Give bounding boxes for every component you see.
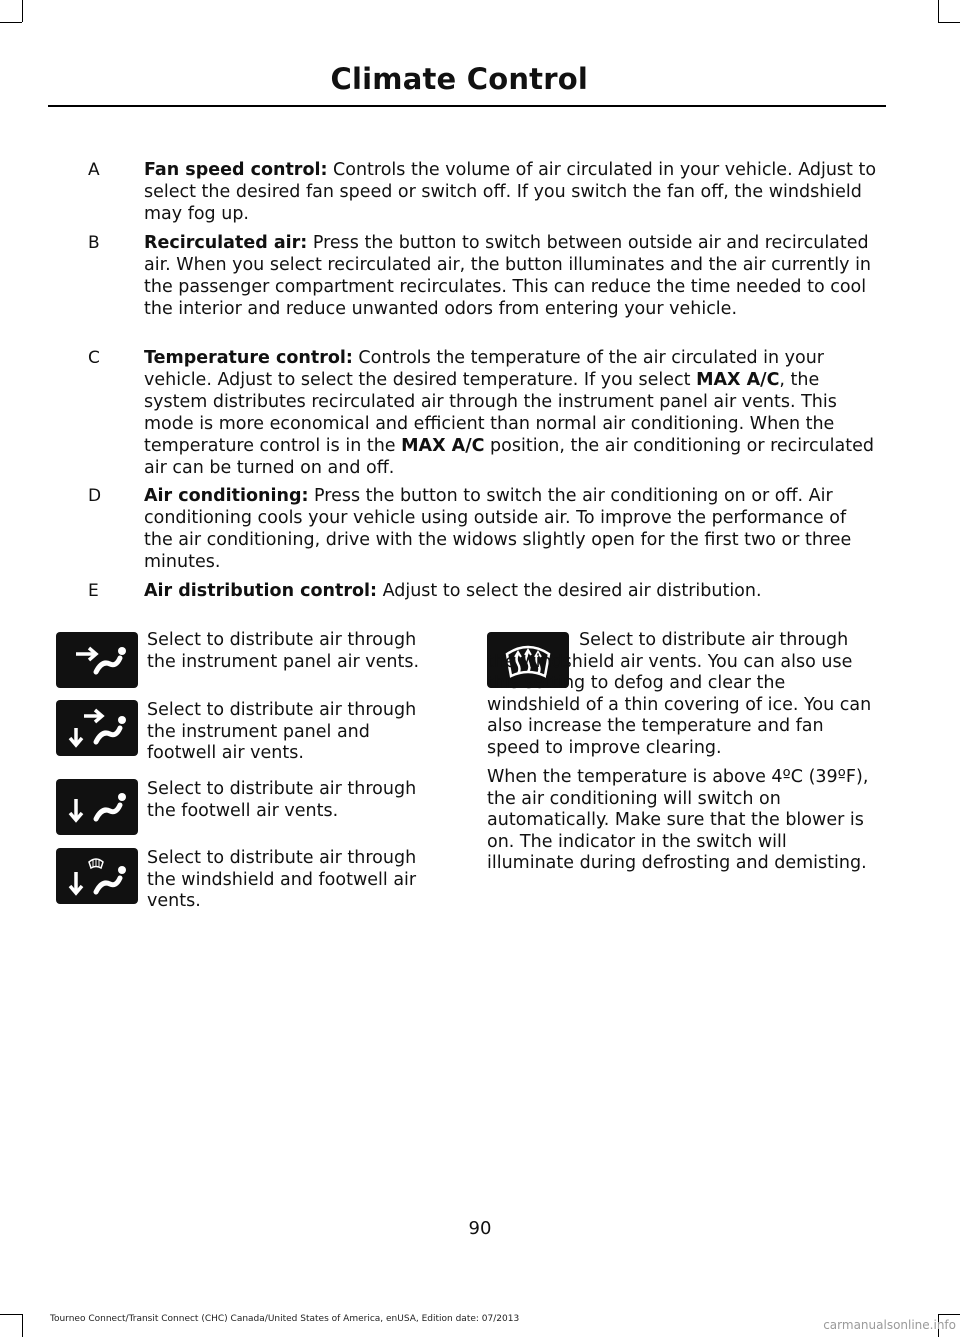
item-description: position, the air conditioning or recirculated air can be turned on and off.: [144, 436, 875, 478]
item-description: , the system distributes recirculated air through the instrument panel air vents. This mode is more economical and efficient than normal air conditioning. When the temperature control is in the: [144, 370, 837, 456]
item-text: [144, 580, 878, 602]
max-ac-label: MAX A/C: [696, 370, 780, 390]
crop-mark: [22, 1314, 23, 1337]
item-temperature-control: [88, 347, 878, 479]
item-air-conditioning: [88, 485, 878, 573]
item-air-distribution: [88, 580, 878, 602]
defrost-description: [487, 630, 879, 759]
item-recirculated-air: [88, 232, 878, 320]
crop-mark: [938, 0, 939, 22]
defrost-note: When the temperature is above 4ºC (39ºF), the air conditioning will switch on automatically. Make sure that the blower is on. The indicator in the switch will illuminate during defrosting and demisting.: [487, 767, 869, 873]
item-description: Adjust to select the desired air distribution.: [377, 581, 762, 601]
page-number: 90: [468, 1218, 492, 1239]
mode-description: Select to distribute air through the windshield and footwell air vents.: [147, 848, 417, 911]
panel-footwell-icon: [56, 700, 138, 756]
defrost-text: Select to distribute air through the windshield air vents. You can also use this setting to defog and clear the windshield of a thin covering of ice. You can also increase the temperature and fan speed to improve clearing.: [487, 630, 872, 758]
item-text: [144, 347, 878, 479]
crop-mark: [0, 1314, 22, 1315]
windshield-footwell-icon: [56, 848, 138, 904]
item-letter: B: [88, 233, 100, 253]
header-divider: [48, 105, 886, 107]
item-description: Controls the temperature of the air circulated in your vehicle. Adjust to select the desired temperature. If you select: [144, 348, 825, 390]
item-label: Recirculated air:: [144, 233, 308, 253]
item-letter: D: [88, 486, 102, 506]
crop-mark: [22, 0, 23, 22]
item-text: [144, 159, 878, 225]
footer-edition: Tourneo Connect/Transit Connect (CHC) Canada/United States of America, enUSA, Edition date: 07/2013: [50, 1314, 520, 1324]
panel-vent-icon: [56, 632, 138, 688]
item-text: [144, 485, 878, 573]
watermark: carmanualsonline.info: [823, 1318, 956, 1332]
crop-mark: [938, 1314, 960, 1315]
item-description: Controls the volume of air circulated in your vehicle. Adjust to select the desired fan speed or switch off. If you switch the fan off, the windshield may fog up.: [144, 160, 877, 224]
crop-mark: [0, 22, 22, 23]
item-fan-speed: [88, 159, 878, 225]
mode-description: Select to distribute air through the instrument panel air vents.: [147, 630, 420, 672]
mode-description: Select to distribute air through the instrument panel and footwell air vents.: [147, 700, 417, 763]
item-label: Air conditioning:: [144, 486, 309, 506]
footwell-icon: [56, 779, 138, 835]
item-description: Press the button to switch the air conditioning on or off. Air conditioning cools your vehicle using outside air. To improve the performance of the air conditioning, drive with the widows slightly open for the first two or three minutes.: [144, 486, 852, 572]
item-letter: A: [88, 160, 100, 180]
crop-mark: [938, 22, 960, 23]
item-letter: C: [88, 348, 100, 368]
item-label: Air distribution control:: [144, 581, 377, 601]
mode-description: Select to distribute air through the footwell air vents.: [147, 779, 417, 821]
item-text: [144, 232, 878, 320]
item-letter: E: [88, 581, 99, 601]
item-description: Press the button to switch between outside air and recirculated air. When you select recirculated air, the button illuminates and the air currently in the passenger compartment recirculates. This can reduce the time needed to cool the interior and reduce unwanted odors from entering your vehicle.: [144, 233, 872, 319]
page-title: Climate Control: [330, 62, 588, 96]
item-label: Temperature control:: [144, 348, 353, 368]
item-label: Fan speed control:: [144, 160, 328, 180]
max-ac-label: MAX A/C: [401, 436, 485, 456]
